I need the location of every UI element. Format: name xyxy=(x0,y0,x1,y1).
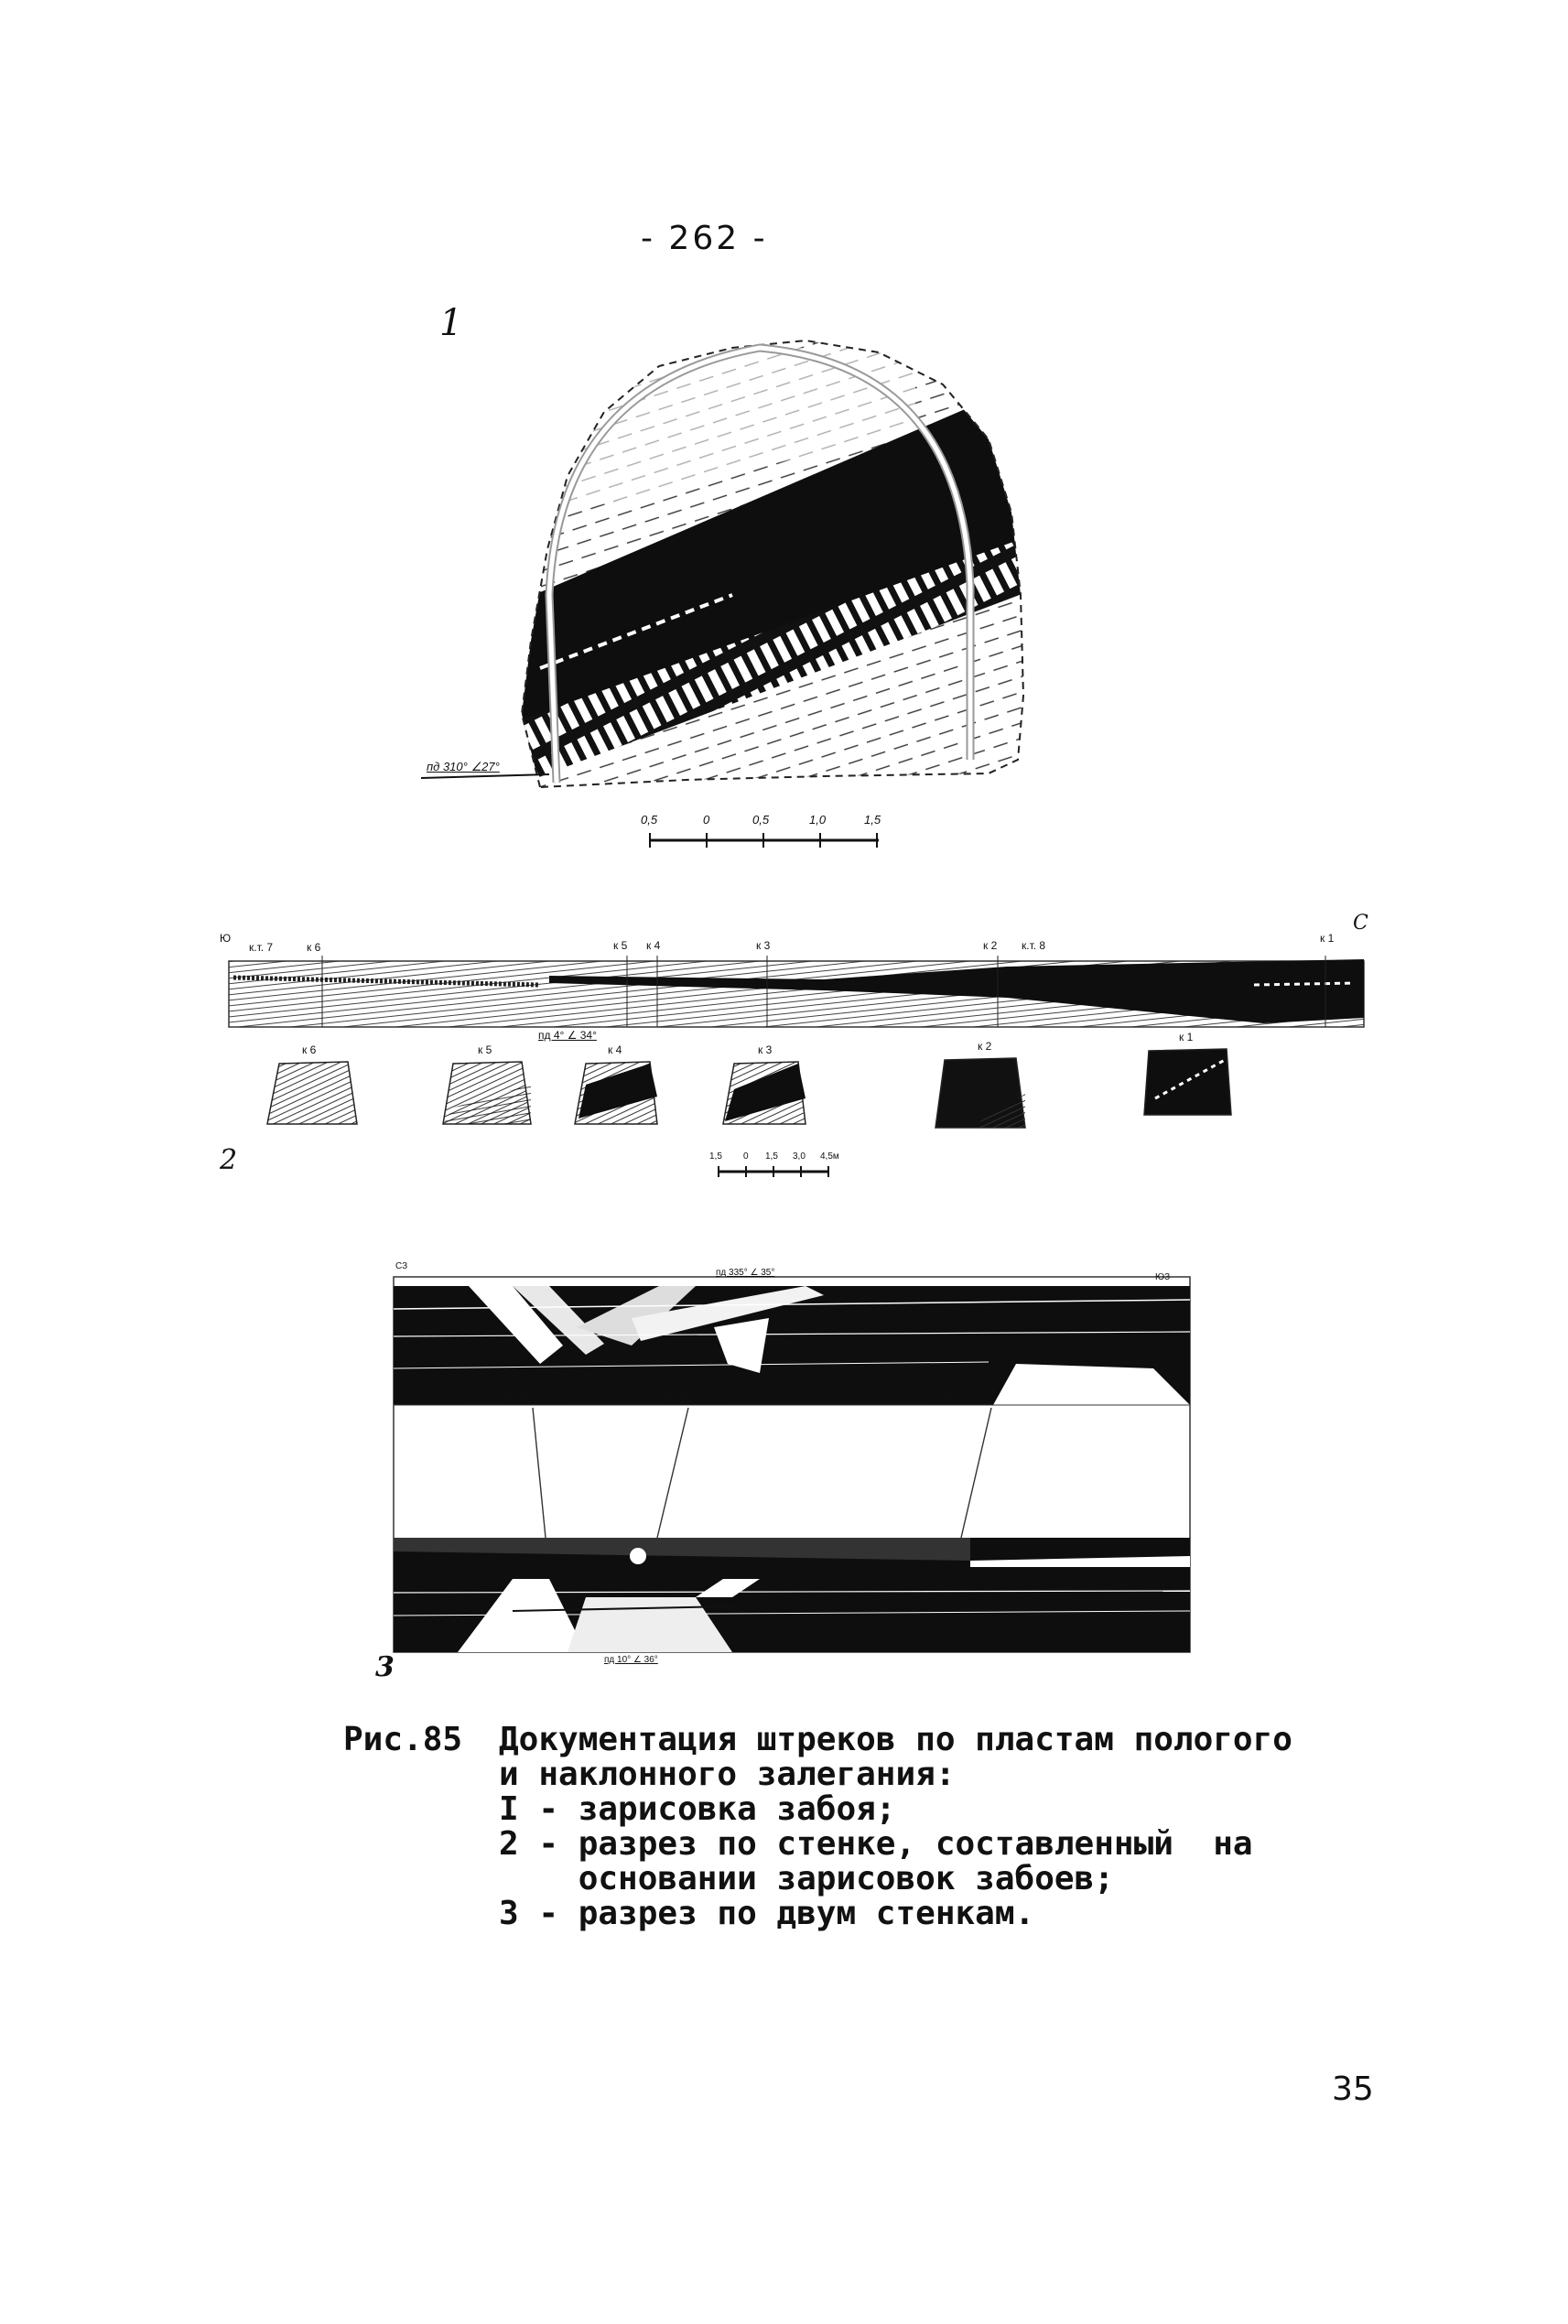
caption-row-1 xyxy=(343,1723,1292,1757)
figure1-scale-tick-1: 0 xyxy=(703,813,710,827)
figure2-face-label-k6: к 6 xyxy=(302,1043,317,1056)
page-footer-number: 35 xyxy=(1332,2070,1374,2108)
caption-row-2 xyxy=(343,1757,1292,1792)
figure2-top-mark-k1: к 1 xyxy=(1320,932,1335,945)
figure2-scale-tick-2: 1,5 xyxy=(765,1151,778,1162)
figure2-corner-left: Ю xyxy=(220,932,232,945)
figure2-top-mark-k6: к 6 xyxy=(307,941,321,954)
caption-line-2: и наклонного залегания: xyxy=(499,1756,956,1793)
caption-line-6: 3 - разрез по двум стенкам. xyxy=(499,1895,1035,1932)
figure2-scale-tick-1: 0 xyxy=(743,1151,749,1162)
figure1-scale-tick-3: 1,0 xyxy=(809,813,827,827)
figure2-top-mark-k2: к 2 xyxy=(983,939,998,952)
figure2-inline-note: пд 4° ∠ 34° xyxy=(538,1029,597,1042)
figure3-mid-note-2: пд 330° ∠ 80° xyxy=(664,1393,723,1403)
figure2-face-label-k2: к 2 xyxy=(978,1040,992,1053)
figure2-top-mark-k5: к 5 xyxy=(613,939,628,952)
figure1-scale-tick-0: 0,5 xyxy=(641,813,658,827)
figure2-scale-tick-3: 3,0 xyxy=(793,1151,806,1162)
figure2-label: 2 xyxy=(220,1144,238,1176)
figure2-top-mark-k3: к 3 xyxy=(756,939,771,952)
figure3-label: 3 xyxy=(375,1651,395,1683)
figure2-scale-tick-0: 1,5 xyxy=(709,1151,722,1162)
figure3-top-note: пд 335° ∠ 35° xyxy=(716,1268,775,1278)
figure2-top-mark-kt8: к.т. 8 xyxy=(1022,939,1046,952)
caption-row-5 xyxy=(343,1862,1292,1897)
figure2-face-label-k5: к 5 xyxy=(478,1043,492,1056)
figure2-corner-right: С xyxy=(1353,912,1368,935)
caption-row-3 xyxy=(343,1792,1292,1827)
figure3-corner-right: ЮЗ xyxy=(1155,1272,1171,1282)
figure3-mid-note-3: пд 30° ∠ 8° xyxy=(929,1393,979,1403)
caption-prefix: Рис.85 xyxy=(343,1721,463,1758)
figure2-top-mark-kt7: к.т. 7 xyxy=(249,941,274,954)
figure1-scale-tick-4: 1,5 xyxy=(864,813,881,827)
caption-line-5: основании зарисовок забоев; xyxy=(499,1860,1114,1897)
figure2-top-mark-k4: к 4 xyxy=(646,939,661,952)
figure3-bottom-note: пд 10° ∠ 36° xyxy=(604,1655,658,1665)
figure2-face-label-k4: к 4 xyxy=(608,1043,622,1056)
caption-row-6 xyxy=(343,1897,1292,1931)
caption-line-3: I - зарисовка забоя; xyxy=(499,1790,896,1828)
figure3-mid-note-0: пд 325° ∠ 60° xyxy=(403,1393,462,1403)
figure3-mid-note-1: пд 330° ∠ 67° xyxy=(503,1393,563,1403)
caption-line-1: Документация штреков по пластам пологого xyxy=(499,1721,1292,1758)
figure2-face-label-k3: к 3 xyxy=(758,1043,773,1056)
caption-row-4 xyxy=(343,1827,1292,1862)
figure1-scale-tick-2: 0,5 xyxy=(752,813,770,827)
figure2-scale-tick-4: 4,5м xyxy=(820,1151,839,1162)
figure2-face-label-k1: к 1 xyxy=(1179,1031,1194,1043)
figure1-orientation-label: пд 310° ∠27° xyxy=(427,760,500,773)
figure3-corner-left: СЗ xyxy=(395,1261,408,1271)
figure1-label: 1 xyxy=(439,302,463,344)
figure-caption xyxy=(343,1723,1292,1931)
caption-line-4: 2 - разрез по стенке, составленный на xyxy=(499,1825,1253,1863)
page-header-number: - 262 - xyxy=(641,220,768,257)
